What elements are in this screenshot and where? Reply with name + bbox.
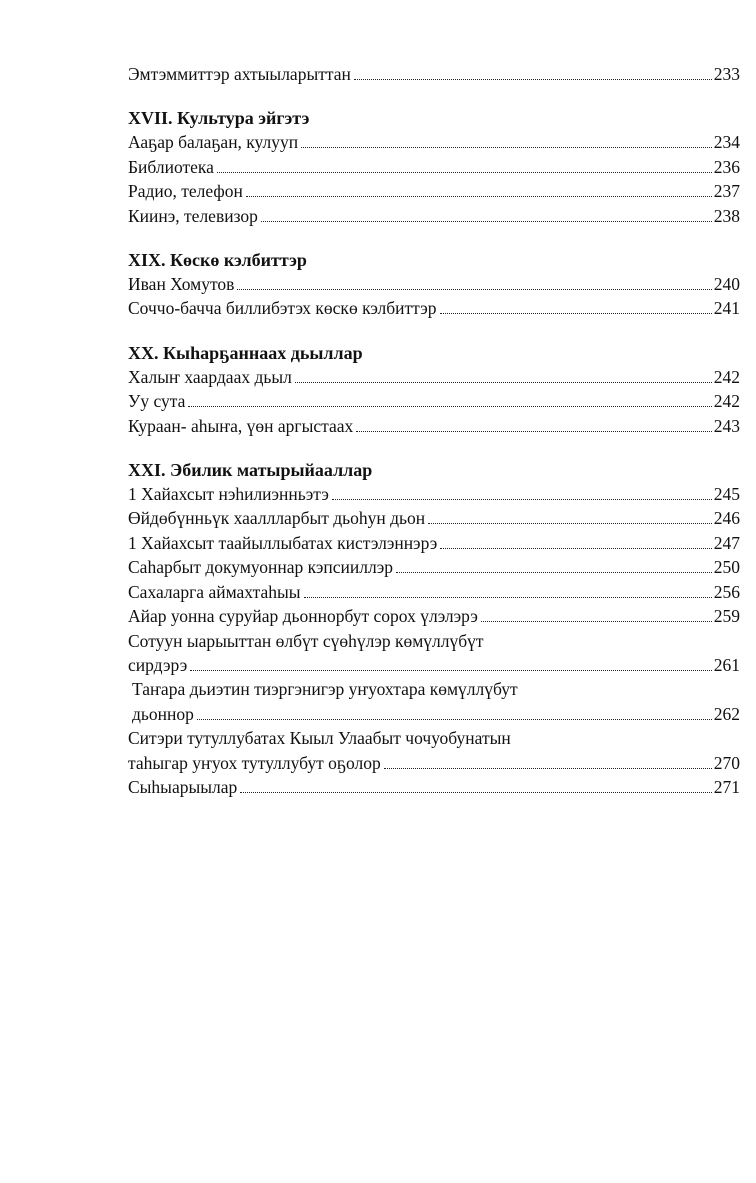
entry-page-number: 243 bbox=[713, 415, 740, 436]
entry-row bbox=[128, 506, 740, 530]
entry-row bbox=[128, 751, 740, 775]
toc-entry bbox=[128, 506, 740, 530]
entry-page-number: 241 bbox=[713, 298, 740, 319]
entry-title: Эмтэммиттэр ахтыыларыттан bbox=[128, 64, 351, 84]
entry-row bbox=[128, 414, 740, 438]
table-of-contents bbox=[128, 62, 740, 799]
toc-entry bbox=[128, 629, 740, 678]
entry-page-number: 236 bbox=[713, 156, 740, 177]
entry-row bbox=[128, 155, 740, 179]
entry-title: Ааҕар балаҕан, кулууп bbox=[128, 132, 299, 153]
entry-page-number: 233 bbox=[713, 64, 740, 84]
entry-page-number: 256 bbox=[713, 581, 740, 602]
toc-section bbox=[128, 248, 740, 321]
dot-leader bbox=[384, 768, 712, 769]
dot-leader bbox=[197, 719, 712, 720]
entry-title: Киинэ, телевизор bbox=[128, 205, 258, 226]
toc-section bbox=[128, 341, 740, 438]
toc-sections bbox=[128, 106, 740, 799]
section-heading: XIX. Көскө кэлбиттэр bbox=[128, 250, 307, 271]
entry-row bbox=[128, 482, 740, 506]
entry-title: Соччо-бачча биллибэтэх көскө кэлбиттэр bbox=[128, 298, 437, 319]
dot-leader bbox=[301, 147, 712, 148]
entry-title: Саһарбыт докумуоннар кэпсииллэр bbox=[128, 557, 393, 578]
entry-page-number: 250 bbox=[713, 557, 740, 578]
entry-page-number: 234 bbox=[713, 132, 740, 153]
entry-title: дьоннор bbox=[132, 703, 194, 724]
toc-section bbox=[128, 106, 740, 228]
section-heading: XX. Кыһарҕаннаах дьыллар bbox=[128, 342, 363, 363]
entry-page-number: 240 bbox=[713, 274, 740, 295]
entry-row bbox=[128, 531, 740, 555]
toc-section bbox=[128, 458, 740, 799]
dot-leader bbox=[354, 79, 712, 80]
dot-leader bbox=[190, 670, 712, 671]
entry-title: Иван Хомутов bbox=[128, 274, 235, 295]
entry-title: Сыһыарыылар bbox=[128, 776, 238, 797]
entry-title: Айар уонна суруйар дьоннорбут сорох үлэлэрэ bbox=[128, 606, 478, 627]
entry-row bbox=[128, 130, 740, 154]
toc-entry bbox=[128, 130, 740, 154]
entry-row bbox=[128, 272, 740, 296]
toc-entry bbox=[128, 580, 740, 604]
entry-title-line: Ситэри тутуллубатах Кыыл Улаабыт чочуобунатын bbox=[128, 728, 511, 749]
entry-row bbox=[128, 204, 740, 228]
entry-title: Уу сута bbox=[128, 391, 186, 412]
dot-leader bbox=[261, 221, 712, 222]
entry-page-number: 262 bbox=[713, 703, 740, 724]
entry-title: Өйдөбүнньүк хааллларбыт дьоһун дьон bbox=[128, 508, 426, 529]
toc-entry bbox=[128, 179, 740, 203]
toc-entry bbox=[128, 677, 740, 726]
entry-row bbox=[128, 296, 740, 320]
dot-leader bbox=[332, 499, 712, 500]
entry-page-number: 259 bbox=[713, 606, 740, 627]
toc-entry bbox=[128, 272, 740, 296]
entry-title: Халыҥ хаардаах дьыл bbox=[128, 366, 292, 387]
toc-entry bbox=[128, 62, 740, 86]
entry-title-line: Сотуун ыарыыттан өлбүт сүөһүлэр көмүллүбүт bbox=[128, 630, 484, 651]
toc-entry bbox=[128, 555, 740, 579]
entry-page-number: 242 bbox=[713, 391, 740, 412]
entry-row bbox=[128, 365, 740, 389]
entry-title: Библиотека bbox=[128, 156, 214, 177]
entry-row bbox=[128, 653, 740, 677]
entry-row bbox=[128, 389, 740, 413]
toc-entry bbox=[128, 604, 740, 628]
toc-entry bbox=[128, 204, 740, 228]
section-heading: XXI. Эбилик матырыйааллар bbox=[128, 460, 373, 481]
toc-entry bbox=[128, 726, 740, 775]
toc-entry bbox=[128, 365, 740, 389]
dot-leader bbox=[304, 597, 712, 598]
dot-leader bbox=[428, 523, 712, 524]
entry-title: Сахаларга аймахтаһыы bbox=[128, 581, 301, 602]
toc-entry bbox=[128, 296, 740, 320]
entry-title: таһыгар уҥуох тутуллубут оҕолор bbox=[128, 752, 381, 773]
dot-leader bbox=[240, 792, 712, 793]
dot-leader bbox=[481, 621, 712, 622]
dot-leader bbox=[440, 313, 712, 314]
section-heading: XVII. Культура эйгэтэ bbox=[128, 108, 310, 129]
dot-leader bbox=[237, 289, 711, 290]
toc-entry bbox=[128, 389, 740, 413]
entry-page-number: 261 bbox=[713, 654, 740, 675]
entry-page-number: 238 bbox=[713, 205, 740, 226]
dot-leader bbox=[396, 572, 712, 573]
entry-title: сирдэрэ bbox=[128, 654, 188, 675]
entry-page-number: 245 bbox=[713, 484, 740, 505]
entry-row bbox=[132, 702, 740, 726]
dot-leader bbox=[217, 172, 712, 173]
entry-row bbox=[128, 775, 740, 799]
dot-leader bbox=[295, 382, 712, 383]
dot-leader bbox=[246, 196, 712, 197]
toc-entry bbox=[128, 414, 740, 438]
entry-title: 1 Хайахсыт таайыллыбатах кистэлэннэрэ bbox=[128, 532, 438, 553]
entry-page-number: 247 bbox=[713, 532, 740, 553]
entry-title: Радио, телефон bbox=[128, 181, 243, 202]
entry-page-number: 271 bbox=[713, 776, 740, 797]
entry-title: 1 Хайахсыт нэһилиэнньэтэ bbox=[128, 484, 329, 505]
entry-page-number: 237 bbox=[713, 181, 740, 202]
entry-row bbox=[128, 580, 740, 604]
toc-entry bbox=[128, 531, 740, 555]
entry-row bbox=[128, 604, 740, 628]
toc-entry bbox=[128, 482, 740, 506]
dot-leader bbox=[440, 548, 711, 549]
entry-page-number: 242 bbox=[713, 366, 740, 387]
entry-title: Кураан- аһыҥа, үөн аргыстаах bbox=[128, 415, 354, 436]
dot-leader bbox=[188, 406, 711, 407]
dot-leader bbox=[356, 431, 711, 432]
entry-title-line: Таҥара дьиэтин тиэргэнигэр уҥуохтара көмүллүбут bbox=[132, 679, 518, 700]
entry-row bbox=[128, 555, 740, 579]
toc-entry bbox=[128, 775, 740, 799]
entry-row bbox=[128, 179, 740, 203]
entry-page-number: 246 bbox=[713, 508, 740, 529]
toc-entry bbox=[128, 155, 740, 179]
entry-page-number: 270 bbox=[713, 752, 740, 773]
